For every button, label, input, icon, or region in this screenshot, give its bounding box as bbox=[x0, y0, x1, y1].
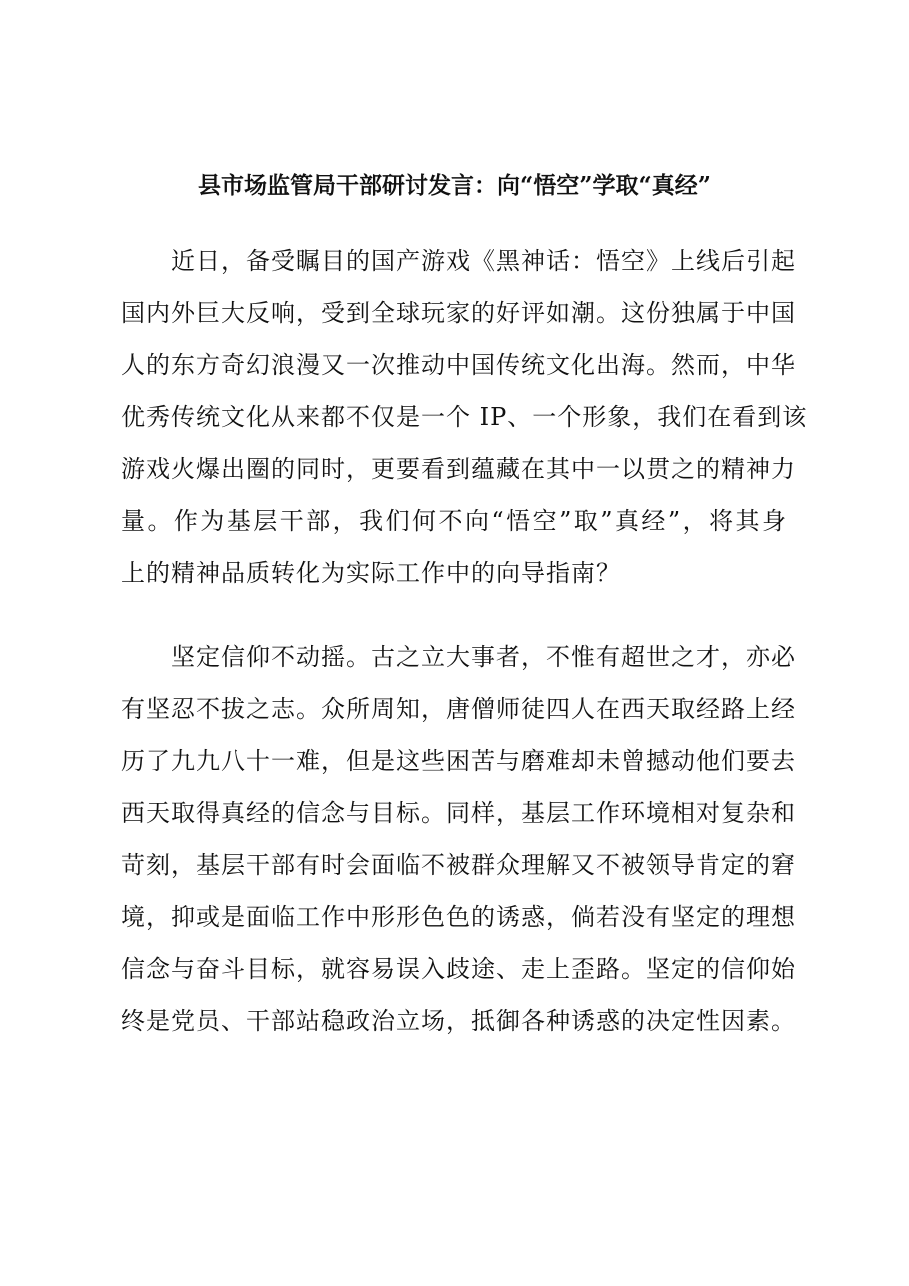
paragraph-line: 境，抑或是面临工作中形形色色的诱惑，倘若没有坚定的理想 bbox=[121, 903, 796, 931]
paragraph-line: 信念与奋斗目标，就容易误入歧途、走上歪路。坚定的信仰始 bbox=[121, 955, 796, 983]
paragraph-line: 人的东方奇幻浪漫又一次推动中国传统文化出海。然而，中华 bbox=[121, 351, 796, 379]
paragraph-line: 西天取得真经的信念与目标。同样，基层工作环境相对复杂和 bbox=[121, 799, 796, 827]
paragraph-line: 上的精神品质转化为实际工作中的向导指南？ bbox=[121, 559, 621, 587]
paragraph-line: 近日，备受瞩目的国产游戏《黑神话：悟空》上线后引起 bbox=[171, 247, 796, 275]
paragraph-intro bbox=[121, 235, 808, 599]
paragraph-line: 坚定信仰不动摇。古之立大事者，不惟有超世之才，亦必 bbox=[171, 643, 796, 671]
document-title: 县市场监管局干部研讨发言：向“悟空”学取“真经” bbox=[198, 172, 711, 199]
paragraph-firm-belief bbox=[121, 631, 796, 1047]
paragraph-line: 游戏火爆出圈的同时，更要看到蕴藏在其中一以贯之的精神力 bbox=[121, 455, 796, 483]
paragraph-line: 量。作为基层干部，我们何不向“悟空”取”真经”，将其身 bbox=[121, 507, 787, 535]
paragraph-line: 国内外巨大反响，受到全球玩家的好评如潮。这份独属于中国 bbox=[121, 299, 796, 327]
paragraph-line: 苛刻，基层干部有时会面临不被群众理解又不被领导肯定的窘 bbox=[121, 851, 796, 879]
paragraph-line: 有坚忍不拔之志。众所周知，唐僧师徒四人在西天取经路上经 bbox=[121, 695, 796, 723]
paragraph-line: 终是党员、干部站稳政治立场，抵御各种诱惑的决定性因素。 bbox=[121, 1007, 796, 1035]
paragraph-line: 历了九九八十一难，但是这些困苦与磨难却未曾撼动他们要去 bbox=[121, 747, 796, 775]
paragraph-line: 优秀传统文化从来都不仅是一个 IP、一个形象，我们在看到该 bbox=[121, 403, 808, 431]
